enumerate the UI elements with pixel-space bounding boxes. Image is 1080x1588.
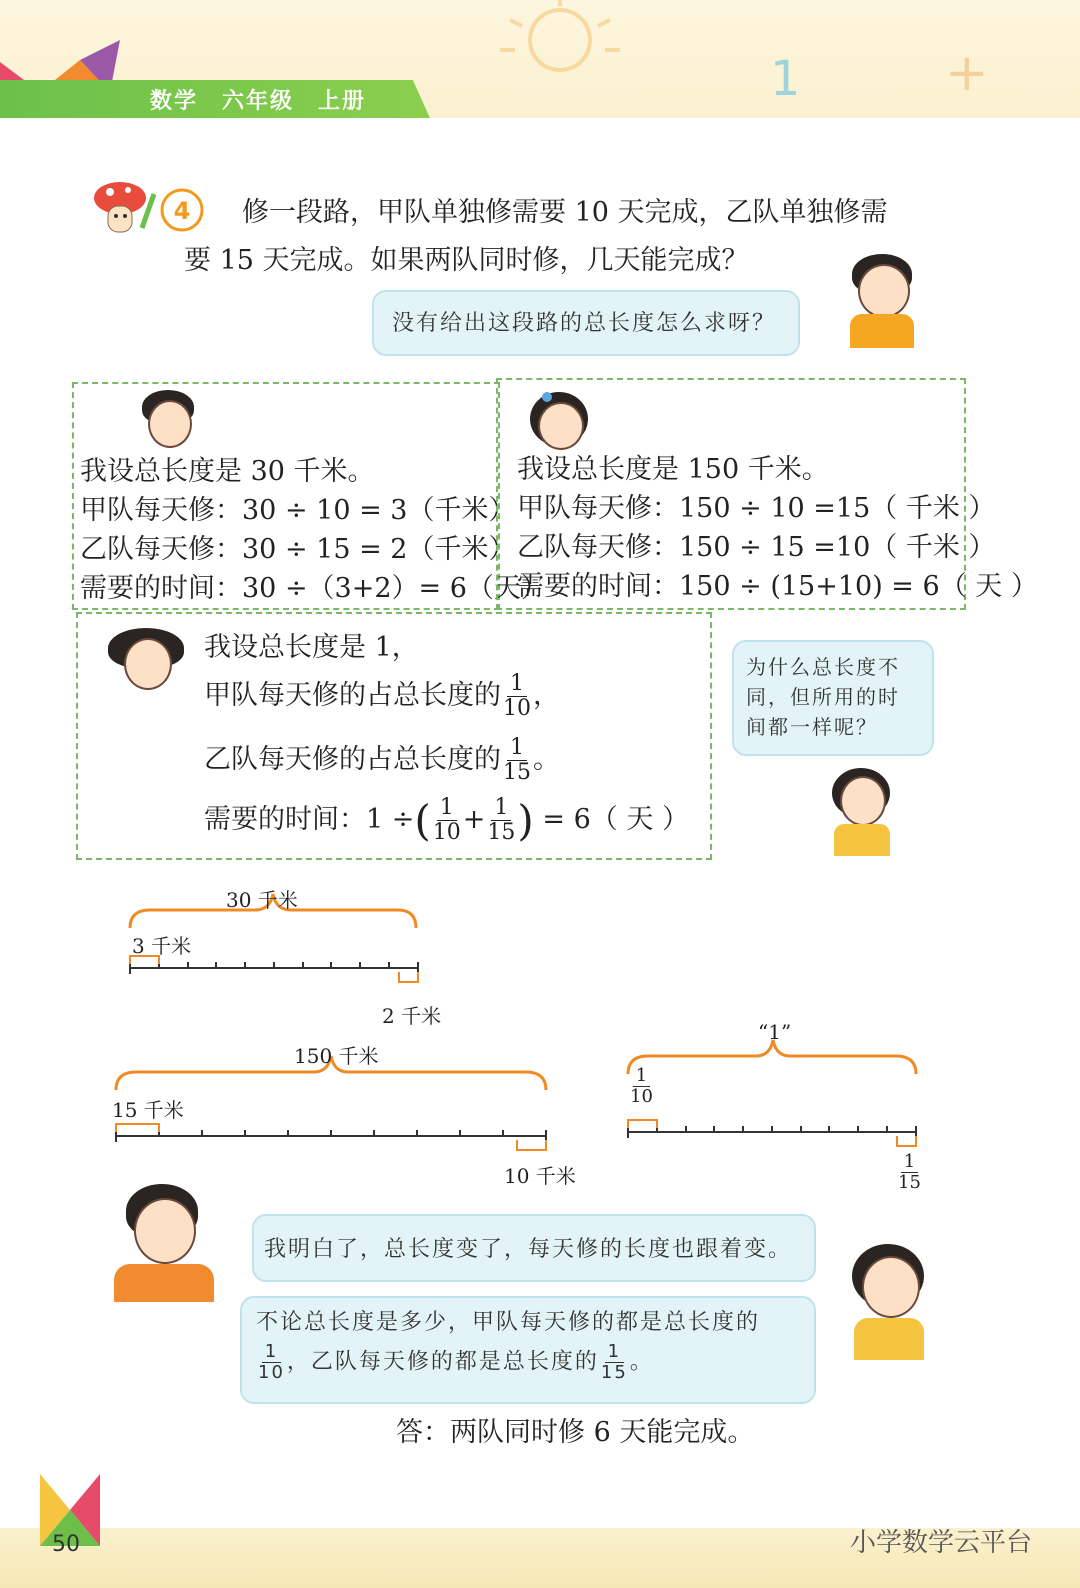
problem-number-badge [160,188,204,232]
method-30-line-4: 需要的时间：30 ÷（3+2）= 6（天） [80,573,548,604]
fraction-one-tenth: $\frac{1}{10}$ [503,671,531,721]
diagram-unit-one [628,1040,916,1146]
diagram-1-part-b-label: $\frac{1}{15}$ [898,1151,921,1193]
method-30-line-2: 甲队每天修：30 ÷ 10 = 3（千米） [80,495,516,526]
method-1-line-4-prefix: 需要的时间：1 ÷ [204,804,415,835]
method-150-line-3: 乙队每天修：150 ÷ 15 =10（ 千米 ） [517,532,996,563]
diagram-30-total-label: 30 千米 [226,888,298,912]
boy-avatar-top [830,250,930,350]
diagram-30-part-b-label: 2 千米 [382,1004,442,1028]
fraction-a: $\frac{1}{10}$ [432,795,461,845]
understand-bubble-text: 我明白了，总长度变了，每天修的长度也跟着变。 [264,1237,793,1262]
girl-pigtails-avatar [108,628,184,692]
diagram-150-total-label: 150 千米 [294,1044,379,1068]
diagram-30-part-a-label: 3 千米 [132,934,192,958]
book-title: 数学 六年级 上册 [150,89,367,114]
boy-avatar-small [138,390,198,452]
method-150-line-4: 需要的时间：150 ÷ (15+10) = 6（ 天 ） [517,571,1038,602]
diagram-150-part-a-label: 15 千米 [112,1098,184,1122]
method-1-line-2-prefix: 甲队每天修的占总长度的 [204,680,501,711]
svg-text:1: 1 [770,51,801,107]
understand-bubble [252,1214,816,1282]
method-1-line-3: 乙队每天修的占总长度的 $\frac{1}{15}$ 。 [204,735,560,785]
diagram-1-total-label: “1” [758,1020,792,1044]
problem-line-1: 修一段路，甲队单独修需要 10 天完成，乙队单独修需 [242,197,888,228]
diagram-1-part-a-label: $\frac{1}{10}$ [630,1065,653,1107]
method-150-line-2: 甲队每天修：150 ÷ 10 =15（ 千米 ） [517,493,996,524]
conclusion-line-2: $\frac{1}{10}$ ，乙队每天修的都是总长度的 $\frac{1}{15}$ 。 [258,1341,654,1383]
method-30-line-3: 乙队每天修：30 ÷ 15 = 2（千米） [80,534,516,565]
girl-avatar-small [528,392,590,452]
conclusion-line-1: 不论总长度是多少，甲队每天修的都是总长度的 [256,1310,761,1335]
page-number: 50 [52,1532,80,1557]
question-bubble [372,290,800,356]
why-bubble-text: 为什么总长度不同，但所用的时间都一样呢？ [746,655,900,739]
method-150-line-1: 我设总长度是 150 千米。 [517,454,829,485]
svg-text:+: + [945,43,989,103]
problem-line-2: 要 15 天完成。如果两队同时修，几天能完成？ [184,245,749,276]
girl-avatar-right [818,768,904,858]
fraction-one-fifteenth: $\frac{1}{15}$ [503,735,531,785]
boy-avatar-bottom [110,1184,222,1302]
diagram-150-part-b-label: 10 千米 [504,1164,576,1188]
method-1-line-1: 我设总长度是 1， [204,632,419,663]
problem-number: 4 [173,197,191,225]
method-30-line-1: 我设总长度是 30 千米。 [80,456,375,487]
method-1-line-2: 甲队每天修的占总长度的 $\frac{1}{10}$ ， [204,671,560,721]
method-1-line-3-prefix: 乙队每天修的占总长度的 [204,744,501,775]
answer-text: 答：两队同时修 6 天能完成。 [396,1417,755,1448]
method-1-line-4: 需要的时间：1 ÷( $\frac{1}{10}$ + $\frac{1}{15}$ ) = 6（ 天 ） [204,795,689,845]
why-bubble [732,640,934,756]
girl-avatar-bottom [840,1244,936,1360]
conclusion-bubble [240,1296,816,1404]
watermark-text: 小学数学云平台 [850,1528,1033,1558]
question-bubble-text: 没有给出这段路的总长度怎么求呀？ [392,311,777,336]
fraction-b: $\frac{1}{15}$ [487,795,516,845]
